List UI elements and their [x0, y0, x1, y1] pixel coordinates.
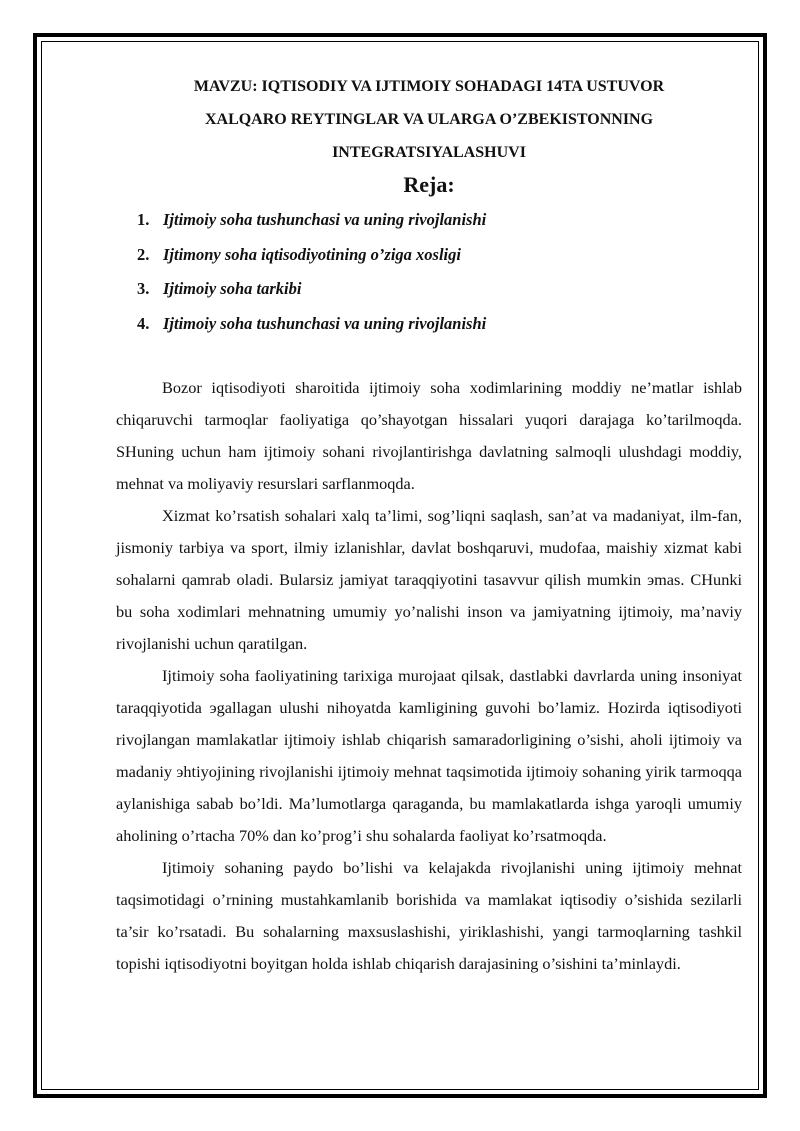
plan-item [116, 203, 742, 238]
plan-item [116, 238, 742, 273]
plan-item-text: Ijtimoiy soha tushunchasi va uning rivojlanishi [163, 313, 487, 333]
plan-item-number: 1. [137, 210, 150, 229]
document-title [116, 70, 742, 169]
plan-item [116, 272, 742, 307]
plan-list [116, 203, 742, 341]
plan-heading: Reja: [403, 172, 455, 197]
title-line-1: MAVZU: IQTISODIY VA IJTIMOIY SOHADAGI 14TA USTUVOR [193, 78, 665, 95]
document-body [116, 70, 742, 980]
plan-item-number: 4. [137, 313, 150, 333]
plan-item-number: 2. [137, 244, 150, 264]
plan-item-text: Ijtimoiy soha tushunchasi va uning rivojlanishi [163, 210, 487, 229]
plan-item-number: 3. [137, 279, 150, 298]
plan-item-text: Ijtimony soha iqtisodiyotining o’ziga xosligi [163, 244, 461, 264]
plan-item [116, 307, 742, 342]
body-paragraph: Ijtimoiy soha faoliyatining tarixiga murojaat qilsak, dastlabki davrlarda uning insoniyat taraqqiyotida эgallagan ulushi nihoyatda kamligining guvohi bo’lamiz. Hozirda iqtisodiyoti rivojlangan mamlakatlar ijtimoiy ishlab chiqarish samaradorligining o’sishi, aholi ijtimoiy va madaniy эhtiyojining rivojlanishi ijtimoiy mehnat taqsimotida ijtimoiy sohaning yirik tarmoqqa aylanishiga sabab bo’ldi. Ma’lumotlarga qaraganda, bu mamlakatlarda ishga yaroqli umumiy aholining o’rtacha 70% dan ko’prog’i shu sohalarda faoliyat ko’rsatmoqda. [116, 666, 742, 845]
title-line-3: INTEGRATSIYALASHUVI [332, 144, 526, 161]
body-paragraph: Xizmat ko’rsatish sohalari xalq ta’limi, sog’liqni saqlash, san’at va madaniyat, ilm-fan, jismoniy tarbiya va sport, ilmiy izlanishlar, davlat boshqaruvi, mudofaa, maishiy xizmat kabi sohalarni qamrab oladi. Bularsiz jamiyat taraqqiyotini tasavvur qilish mumkin эmas. CHunki bu soha xodimlari mehnatning umumiy yo’nalishi inson va jamiyatning ijtimoiy, ma’naviy rivojlanishi uchun qaratilgan. [116, 506, 742, 653]
plan-item-text: Ijtimoiy soha tarkibi [163, 279, 302, 298]
body-paragraph: Ijtimoiy sohaning paydo bo’lishi va kelajakda rivojlanishi uning ijtimoiy mehnat taqsimotidagi o’rnining mustahkamlanib borishida va mamlakat iqtisodiy o’sishida sezilarli ta’sir ko’rsatadi. Bu sohalarning maxsuslashishi, yiriklashishi, yangi tarmoqlarning tashkil topishi iqtisodiyotni boyitgan holda ishlab chiqarish darajasining o’sishini ta’minlaydi. [116, 858, 742, 973]
body-paragraph: Bozor iqtisodiyoti sharoitida ijtimoiy soha xodimlarining moddiy ne’matlar ishlab chiqaruvchi tarmoqlar faoliyatiga qo’shayotgan hissalari yuqori darajaga ko’tarilmoqda. SHuning uchun ham ijtimoiy sohani rivojlantirishga davlatning salmoqli ulushdagi moddiy, mehnat va moliyaviy resurslari sarflanmoqda. [116, 378, 742, 493]
title-line-2: XALQARO REYTINGLAR VA ULARGA O’ZBEKISTONNING [204, 111, 654, 128]
